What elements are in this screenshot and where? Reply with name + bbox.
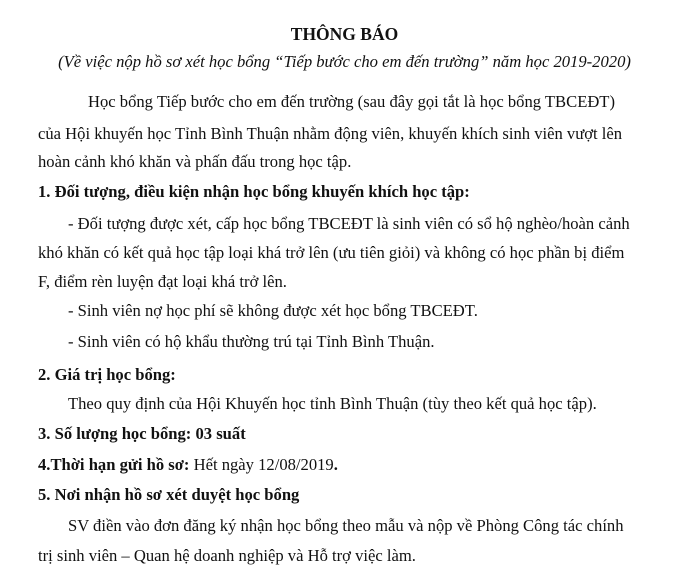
section-1-line-1: - Đối tượng được xét, cấp học bổng TBCEĐT là sinh viên có sổ hộ nghèo/hoàn cảnh xyxy=(68,214,630,233)
intro-line-3: hoàn cảnh khó khăn và phấn đấu trong học tập. xyxy=(38,152,352,171)
document-subtitle: (Về việc nộp hồ sơ xét học bổng “Tiếp bước cho em đến trường” năm học 2019-2020) xyxy=(58,52,631,71)
section-5-line-1: SV điền vào đơn đăng ký nhận học bổng theo mẫu và nộp về Phòng Công tác chính xyxy=(68,516,624,535)
section-3-heading: 3. Số lượng học bổng: 03 suất xyxy=(38,424,246,443)
section-4-label: 4.Thời hạn gửi hồ sơ: xyxy=(38,455,190,474)
section-4-end: . xyxy=(333,455,338,474)
section-1-line-4: - Sinh viên nợ học phí sẽ không được xét học bổng TBCEĐT. xyxy=(68,301,478,320)
section-5-heading: 5. Nơi nhận hồ sơ xét duyệt học bổng xyxy=(38,485,300,504)
section-2-text: Theo quy định của Hội Khuyến học tỉnh Bình Thuận (tùy theo kết quả học tập). xyxy=(68,394,597,413)
section-5-line-2: trị sinh viên – Quan hệ doanh nghiệp và Hỗ trợ việc làm. xyxy=(38,546,416,565)
intro-line-1: Học bổng Tiếp bước cho em đến trường (sau đây gọi tắt là học bổng TBCEĐT) xyxy=(88,92,615,111)
section-1-heading: 1. Đối tượng, điều kiện nhận học bổng khuyến khích học tập: xyxy=(38,182,470,201)
section-2-heading: 2. Giá trị học bổng: xyxy=(38,365,176,384)
section-1-line-3: F, điểm rèn luyện đạt loại khá trở lên. xyxy=(38,272,287,291)
section-1-line-2: khó khăn có kết quả học tập loại khá trở lên (ưu tiên giỏi) và không có học phần bị điểm xyxy=(38,243,625,262)
section-1-line-5: - Sinh viên có hộ khẩu thường trú tại Tỉnh Bình Thuận. xyxy=(68,332,435,351)
intro-line-2: của Hội khuyến học Tỉnh Bình Thuận nhằm động viên, khuyến khích sinh viên vượt lên xyxy=(38,124,623,143)
document-title: THÔNG BÁO xyxy=(290,24,399,44)
section-4-line xyxy=(38,455,668,475)
section-4-value: Hết ngày 12/08/2019 xyxy=(189,455,334,474)
